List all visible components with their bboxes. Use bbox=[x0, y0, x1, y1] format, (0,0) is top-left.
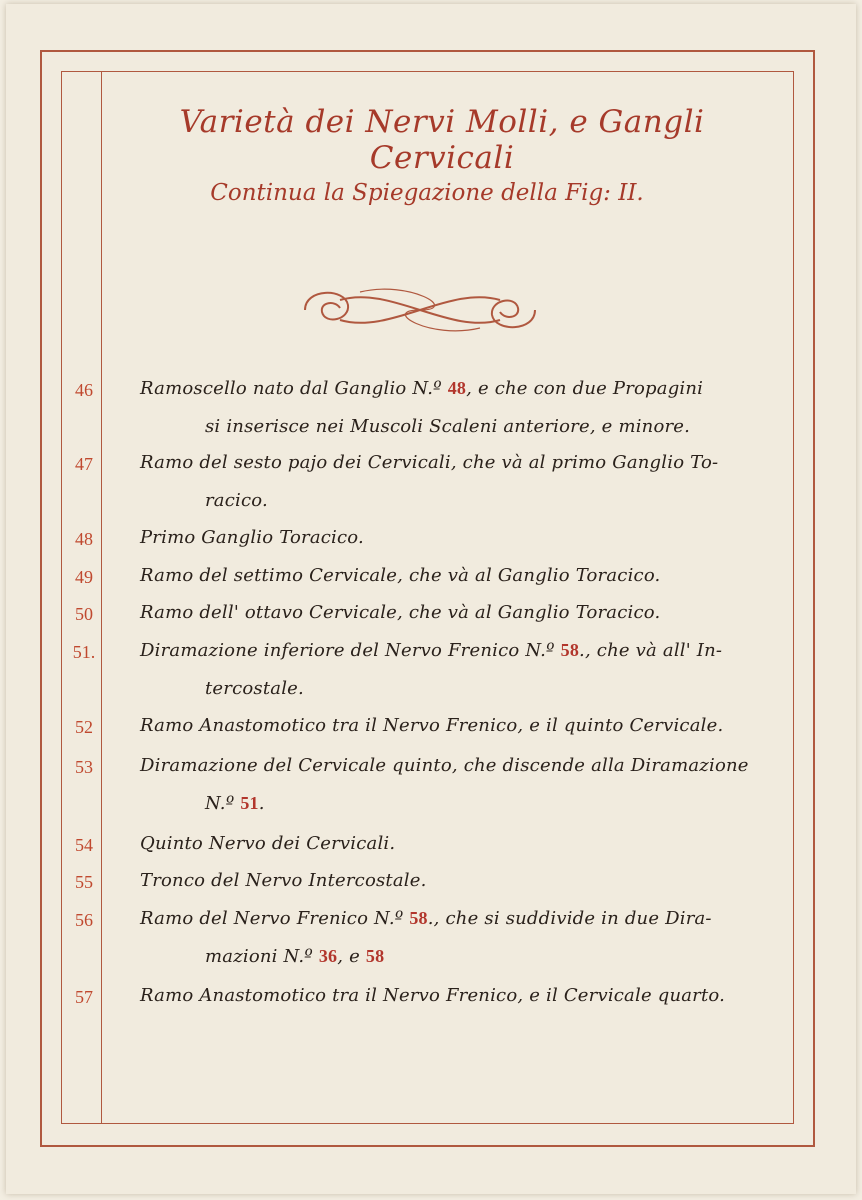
entry-text-line bbox=[140, 452, 718, 473]
entry-text: mazioni N.º bbox=[205, 946, 319, 967]
entry-number: 54 bbox=[75, 835, 93, 855]
entry-text: ., che và all' In- bbox=[579, 640, 723, 661]
entry-text-line bbox=[205, 416, 690, 437]
entry-text: . bbox=[258, 793, 265, 814]
entry-text-line bbox=[140, 527, 364, 548]
entry-number: 57 bbox=[75, 987, 93, 1007]
entry-number: 51. bbox=[72, 642, 96, 662]
entry-text: tercostale. bbox=[205, 678, 304, 699]
page-subtitle: Continua la Spiegazione della Fig: II. bbox=[210, 180, 644, 206]
entry-text: Primo Ganglio Toracico. bbox=[140, 527, 364, 548]
entry-text-line bbox=[140, 870, 427, 891]
entry-text: Diramazione del Cervicale quinto, che discende alla Diramazione bbox=[140, 755, 749, 776]
entry-text-line bbox=[140, 755, 749, 776]
reference-number: 36 bbox=[318, 946, 338, 966]
entry-number: 50 bbox=[75, 604, 93, 624]
entry-number: 55 bbox=[75, 872, 93, 892]
entry-text: Ramo del settimo Cervicale, che và al Ganglio Toracico. bbox=[140, 565, 661, 586]
entry-text-line bbox=[140, 985, 725, 1006]
reference-number: 58 bbox=[560, 640, 580, 660]
entry-text-line bbox=[140, 565, 660, 586]
entry-text-line bbox=[205, 793, 265, 814]
flourish-ornament bbox=[300, 280, 540, 340]
entry-number: 53 bbox=[75, 757, 93, 777]
entry-text: , e che con due Propagini bbox=[466, 378, 704, 399]
entry-text: N.º bbox=[205, 793, 241, 814]
entry-text: Ramoscello nato dal Ganglio N.º bbox=[140, 378, 448, 399]
entry-text-line bbox=[140, 378, 703, 399]
reference-number: 58 bbox=[365, 946, 385, 966]
entry-number: 46 bbox=[75, 380, 93, 400]
entry-text: Quinto Nervo dei Cervicali. bbox=[140, 833, 396, 854]
entry-text-line bbox=[205, 678, 304, 699]
entry-number: 48 bbox=[75, 529, 93, 549]
entry-text: Ramo dell' ottavo Cervicale, che và al Ganglio Toracico. bbox=[140, 602, 661, 623]
entry-text-line bbox=[140, 908, 712, 929]
entry-text: racico. bbox=[205, 490, 268, 511]
entry-text-line bbox=[205, 946, 384, 967]
entry-text: Ramo Anastomotico tra il Nervo Frenico, e il quinto Cervicale. bbox=[140, 715, 724, 736]
entry-number: 47 bbox=[75, 454, 93, 474]
margin-rule bbox=[101, 71, 102, 1124]
entry-text: ., che si suddivide in due Dira- bbox=[427, 908, 712, 929]
entry-text-line bbox=[205, 490, 268, 511]
reference-number: 58 bbox=[409, 908, 428, 928]
entry-text-line bbox=[140, 715, 723, 736]
entry-text: Diramazione inferiore del Nervo Frenico N.º bbox=[140, 640, 561, 661]
entry-number: 49 bbox=[75, 567, 93, 587]
reference-number: 48 bbox=[447, 378, 467, 398]
entry-text: Ramo del Nervo Frenico N.º bbox=[140, 908, 410, 929]
entry-number: 52 bbox=[75, 717, 93, 737]
entry-text: Ramo Anastomotico tra il Nervo Frenico, e il Cervicale quarto. bbox=[140, 985, 726, 1006]
entry-text: Ramo del sesto pajo dei Cervicali, che và al primo Ganglio To- bbox=[140, 452, 719, 473]
entry-text-line bbox=[140, 602, 660, 623]
page-title: Varietà dei Nervi Molli, e Gangli Cervicali bbox=[179, 104, 705, 176]
reference-number: 51 bbox=[240, 793, 259, 813]
entry-text: , e bbox=[337, 946, 366, 967]
entry-text-line bbox=[140, 640, 722, 661]
entry-text-line bbox=[140, 833, 395, 854]
entry-text: si inserisce nei Muscoli Scaleni anteriore, e minore. bbox=[205, 416, 691, 437]
entry-number: 56 bbox=[75, 910, 93, 930]
entry-text: Tronco del Nervo Intercostale. bbox=[140, 870, 427, 891]
inner-border bbox=[61, 71, 794, 1124]
